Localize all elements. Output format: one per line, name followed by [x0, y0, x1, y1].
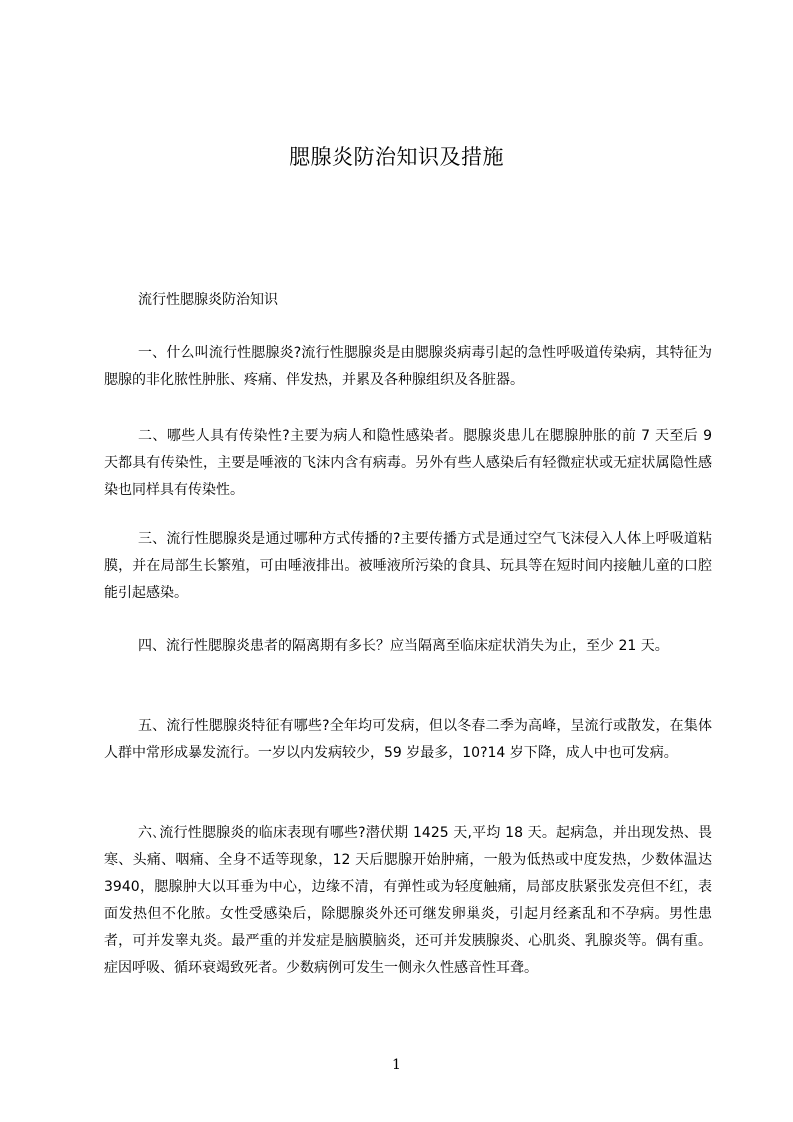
section-heading: 流行性腮腺炎防治知识	[138, 292, 278, 308]
paragraph-4: 四、流行性腮腺炎患者的隔离期有多长？应当隔离至临床症状消失为止，至少 21 天。	[138, 638, 669, 654]
document-title: 腮腺炎防治知识及措施	[289, 145, 504, 169]
paragraph-6: 六､流行性腮腺炎的临床表现有哪些?潜伏期 1425 天,平均 18 天。起病急，并出现发热、畏寒、头痛、咽痛、全身不适等现象，12 天后腮腺开始肿痛，一般为低热或中度发热，少数体温达 3940，腮腺肿大以耳垂为中心，边缘不清，有弹性或为轻度触痛，局部皮肤紧张发亮但不红，表面发热但不化脓。女性受感染后，除腮腺炎外还可继发卵巢炎，引起月经紊乱和不孕病。男性患者，可并发睾丸炎。最严重的并发症是脑膜脑炎，还可并发胰腺炎、心肌炎、乳腺炎等。偶有重。症因呼吸、循环衰竭致死者。少数病例可发生一侧永久性感音性耳聋。	[104, 825, 712, 976]
paragraph-1: 一、什么叫流行性腮腺炎?流行性腮腺炎是由腮腺炎病毒引起的急性呼吸道传染病，其特征为腮腺的非化脓性肿胀、疼痛、伴发热，并累及各种腺组织及各脏器。	[104, 345, 712, 388]
paragraph-2: 二、哪些人具有传染性?主要为病人和隐性感染者。腮腺炎患儿在腮腺肿胀的前 7 天至后 9 天都具有传染性，主要是唾液的飞沫内含有病毒。另外有些人感染后有轻微症状或无症状属隐性感染也同样具有传染性。	[104, 428, 712, 498]
page-number: 1	[392, 1057, 401, 1073]
paragraph-3: 三、流行性腮腺炎是通过哪种方式传播的?主要传播方式是通过空气飞沫侵入人体上呼吸道粘膜，并在局部生长繁殖，可由唾液排出。被唾液所污染的食具、玩具等在短时间内接触儿童的口腔能引起感染。	[104, 531, 712, 601]
paragraph-5: 五、流行性腮腺炎特征有哪些?全年均可发病，但以冬春二季为高峰，呈流行或散发，在集体人群中常形成暴发流行。一岁以内发病较少，59 岁最多，10?14 岁下降，成人中也可发病。	[104, 718, 712, 761]
